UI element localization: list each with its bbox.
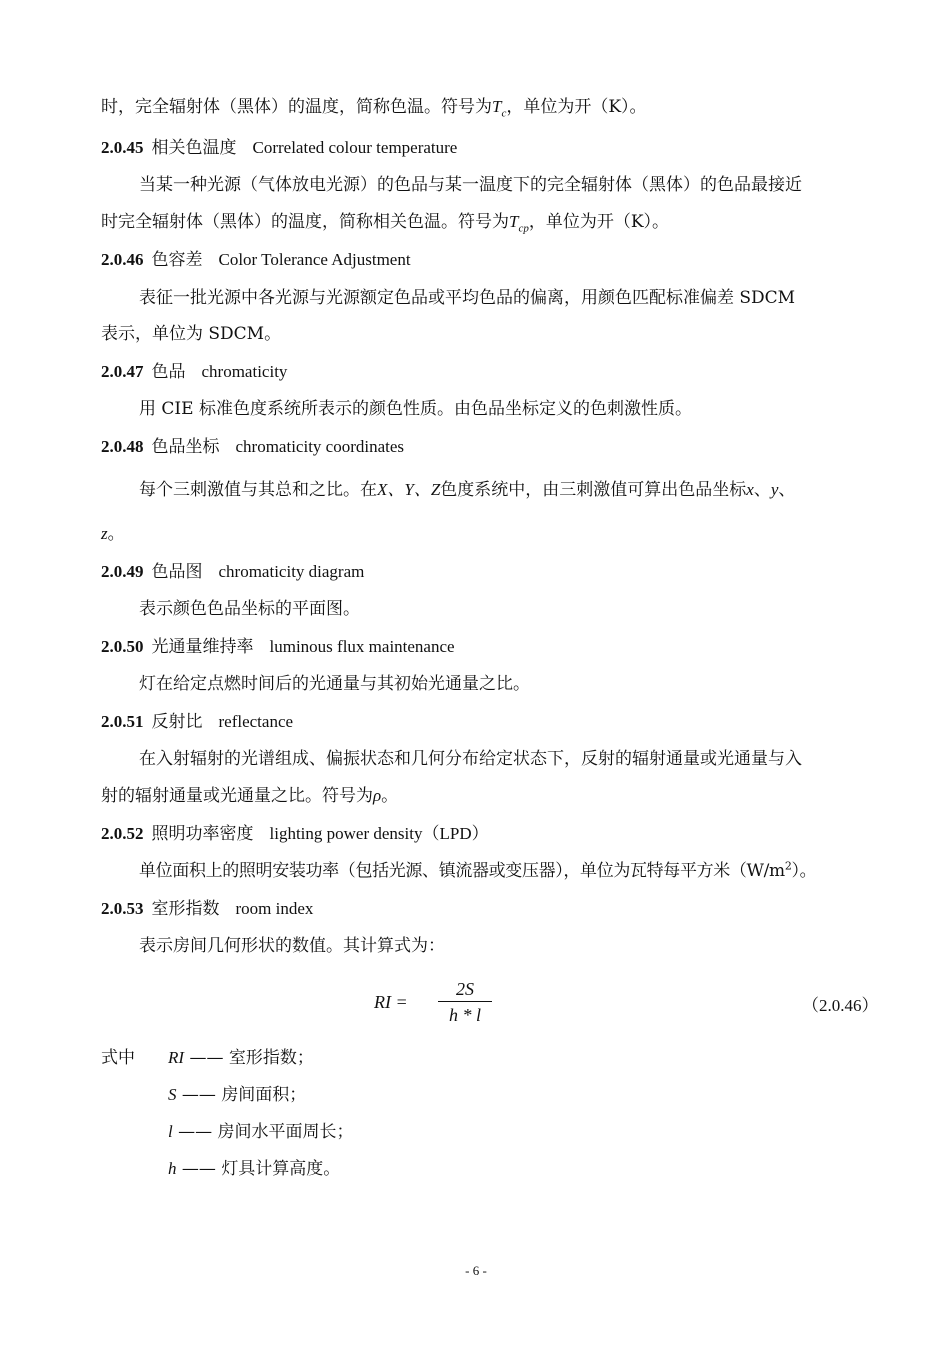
paragraph-line bbox=[101, 95, 881, 119]
definition-symbol: RI bbox=[168, 1048, 185, 1067]
text-run: ，单位为开（K）。 bbox=[528, 212, 670, 232]
definition-item bbox=[168, 1083, 306, 1107]
definition-item bbox=[168, 1157, 340, 1181]
text-run: 当某一种光源（气体放电光源）的色品与某一温度下的完全辐射体（黑体）的色品最接近 bbox=[139, 175, 802, 195]
symbol: z bbox=[101, 524, 108, 543]
paragraph-line bbox=[139, 397, 881, 421]
section-number: 2.0.53 bbox=[101, 899, 144, 918]
paragraph-line bbox=[101, 210, 881, 234]
term-en: Correlated colour temperature bbox=[252, 138, 458, 157]
text-run: 、 bbox=[753, 480, 771, 500]
section-number: 2.0.50 bbox=[101, 637, 144, 656]
section-heading-2-0-46 bbox=[101, 248, 881, 272]
section-heading-2-0-45 bbox=[101, 136, 881, 160]
definition-symbol: h bbox=[168, 1159, 177, 1178]
section-heading-2-0-49 bbox=[101, 560, 881, 584]
text-run: 射的辐射通量或光通量之比。符号为 bbox=[101, 786, 373, 806]
section-number: 2.0.47 bbox=[101, 362, 144, 381]
text-run: 灯在给定点燃时间后的光通量与其初始光通量之比。 bbox=[139, 674, 530, 694]
paragraph-line bbox=[139, 934, 881, 958]
fraction-bar bbox=[438, 1001, 492, 1002]
definition-item bbox=[168, 1120, 354, 1144]
text-run: 在入射辐射的光谱组成、偏振状态和几何分布给定状态下，反射的辐射通量或光通量与入 bbox=[139, 749, 802, 769]
term-cn: 光通量维持率 bbox=[151, 637, 254, 657]
formula-numerator: 2S bbox=[456, 979, 474, 999]
definition-text: 房间面积； bbox=[221, 1085, 307, 1105]
text-run: 表示，单位为 SDCM。 bbox=[101, 324, 282, 344]
section-number: 2.0.46 bbox=[101, 250, 144, 269]
formula-denominator: h * l bbox=[448, 1005, 481, 1025]
section-number: 2.0.51 bbox=[101, 712, 144, 731]
subscript: cp bbox=[518, 222, 529, 235]
symbol: x bbox=[746, 480, 754, 499]
term-cn: 色容差 bbox=[151, 250, 203, 270]
paragraph-line bbox=[139, 859, 881, 883]
paragraph-line bbox=[139, 672, 881, 696]
text-run: 时，完全辐射体（黑体）的温度，简称色温。符号为 bbox=[101, 97, 492, 117]
section-heading-2-0-53 bbox=[101, 897, 881, 921]
section-heading-2-0-52 bbox=[101, 822, 881, 846]
text-run: 。 bbox=[107, 524, 125, 544]
definition-symbol: S bbox=[168, 1085, 177, 1104]
paragraph-line bbox=[139, 173, 881, 197]
definition-symbol: l bbox=[168, 1122, 173, 1141]
text-run: 单位面积上的照明安装功率（包括光源、镇流器或变压器），单位为瓦特每平方米（W/m bbox=[139, 861, 785, 881]
formula-fraction bbox=[438, 978, 492, 1026]
page-number: - 6 - bbox=[465, 1263, 487, 1278]
term-en: reflectance bbox=[218, 712, 294, 731]
term-cn: 相关色温度 bbox=[151, 138, 237, 158]
term-cn: 色品坐标 bbox=[151, 437, 220, 457]
term-en: room index bbox=[235, 899, 314, 918]
definition-text: 室形指数； bbox=[228, 1048, 314, 1068]
term-en: chromaticity diagram bbox=[218, 562, 365, 581]
definition-text: 房间水平面周长； bbox=[217, 1122, 354, 1142]
section-heading-2-0-47 bbox=[101, 360, 881, 384]
superscript: 2 bbox=[784, 859, 792, 873]
paragraph-line bbox=[101, 784, 881, 808]
paragraph-line bbox=[101, 322, 881, 346]
term-en: chromaticity bbox=[201, 362, 288, 381]
paragraph-line bbox=[139, 286, 881, 310]
term-cn: 色品 bbox=[151, 362, 186, 382]
text-run: 色度系统中，由三刺激值可算出色品坐标 bbox=[440, 480, 747, 500]
definition-item bbox=[168, 1046, 314, 1070]
term-cn: 反射比 bbox=[151, 712, 203, 732]
section-heading-2-0-51 bbox=[101, 710, 881, 734]
formula-lhs: RI = bbox=[374, 992, 408, 1012]
section-number: 2.0.52 bbox=[101, 824, 144, 843]
formula-room-index bbox=[374, 976, 514, 1032]
section-heading-2-0-48 bbox=[101, 435, 881, 459]
text-run: 表示颜色色品坐标的平面图。 bbox=[139, 599, 360, 619]
text-run: 时完全辐射体（黑体）的温度，简称相关色温。符号为 bbox=[101, 212, 509, 232]
text-run: 用 CIE 标准色度系统所表示的颜色性质。由色品坐标定义的色刺激性质。 bbox=[139, 399, 692, 419]
paragraph-line bbox=[139, 747, 881, 771]
paragraph-line bbox=[101, 522, 881, 546]
term-en: Color Tolerance Adjustment bbox=[218, 250, 411, 269]
symbol: y bbox=[770, 480, 779, 499]
section-number: 2.0.49 bbox=[101, 562, 144, 581]
text-run: ）。 bbox=[791, 861, 817, 881]
term-en: chromaticity coordinates bbox=[235, 437, 405, 456]
definition-dash: —— bbox=[181, 1085, 216, 1105]
section-number: 2.0.48 bbox=[101, 437, 144, 456]
symbol: ρ bbox=[373, 786, 382, 805]
symbol: X、Y、Z bbox=[377, 480, 441, 499]
symbol-definitions bbox=[101, 1046, 601, 1196]
definition-dash: —— bbox=[189, 1048, 224, 1068]
term-cn: 照明功率密度 bbox=[151, 824, 254, 844]
text-run: 每个三刺激值与其总和之比。在 bbox=[139, 480, 377, 500]
paragraph-line bbox=[139, 597, 881, 621]
term-cn: 色品图 bbox=[151, 562, 203, 582]
text-run: ，单位为开（K）。 bbox=[506, 97, 647, 117]
text-run: 、 bbox=[778, 480, 796, 500]
term-en: luminous flux maintenance bbox=[269, 637, 455, 656]
term-cn: 室形指数 bbox=[151, 899, 220, 919]
equation-number: （2.0.46） bbox=[802, 996, 879, 1015]
definition-dash: —— bbox=[178, 1122, 213, 1142]
definition-dash: —— bbox=[181, 1159, 216, 1179]
text-run: 。 bbox=[381, 786, 399, 806]
section-number: 2.0.45 bbox=[101, 138, 144, 157]
definitions-label: 式中 bbox=[101, 1048, 135, 1068]
subscript: c bbox=[501, 107, 507, 120]
symbol: T bbox=[509, 212, 519, 231]
text-run: 表示房间几何形状的数值。其计算式为： bbox=[139, 936, 445, 956]
text-run: 表征一批光源中各光源与光源额定色品或平均色品的偏离，用颜色匹配标准偏差 SDCM bbox=[139, 288, 796, 308]
definition-text: 灯具计算高度。 bbox=[221, 1159, 341, 1179]
section-heading-2-0-50 bbox=[101, 635, 881, 659]
term-en: lighting power density（LPD） bbox=[269, 824, 489, 843]
paragraph-line bbox=[139, 478, 881, 502]
symbol: T bbox=[492, 97, 502, 116]
